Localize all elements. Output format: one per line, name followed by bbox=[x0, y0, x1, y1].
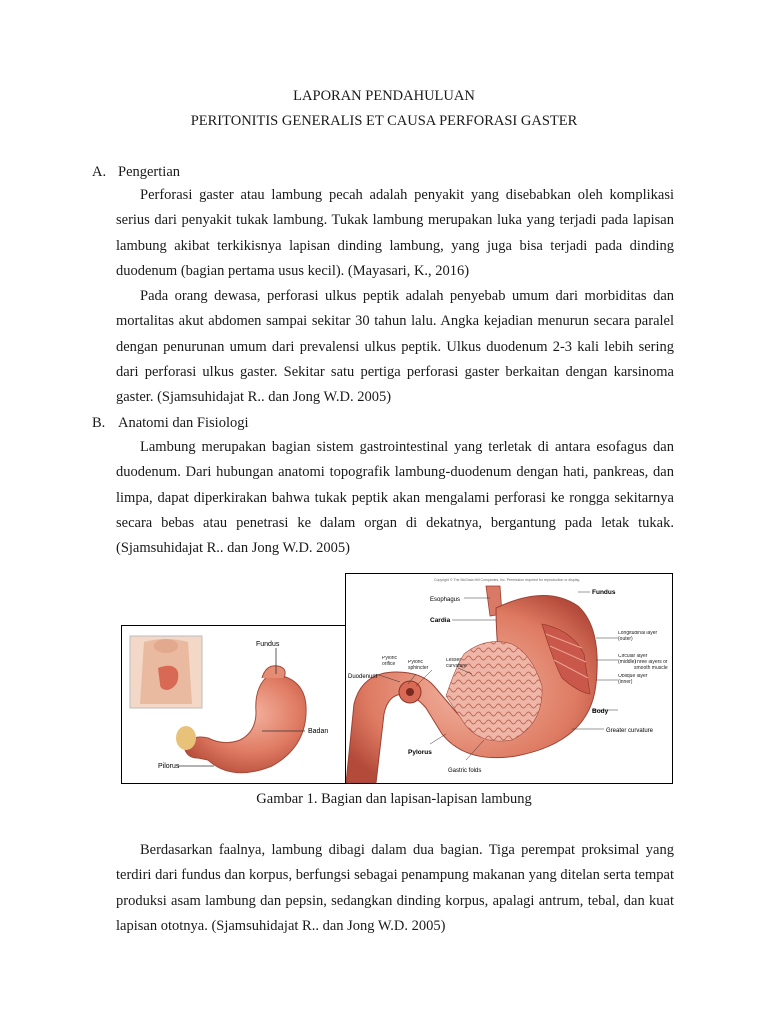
label-body: Body bbox=[592, 708, 609, 715]
pyloric-orifice-hole bbox=[406, 688, 414, 696]
torso-neck bbox=[154, 639, 178, 653]
figure-caption: Gambar 1. Bagian dan lapisan-lapisan lambung bbox=[256, 791, 532, 807]
section-a-body bbox=[116, 183, 674, 411]
label-pyloric-sphincter: Pyloric sphincter bbox=[408, 660, 429, 671]
label-longitudinal: Longitudinal layer (outer) bbox=[618, 631, 658, 642]
label-duodenum: Duodenum bbox=[348, 674, 378, 680]
label-gastric-folds: Gastric folds bbox=[448, 768, 482, 774]
label-pyloric-orifice: Pyloric orifice bbox=[382, 656, 398, 667]
section-a-heading bbox=[92, 164, 180, 181]
title-line-1: LAPORAN PENDAHULUAN bbox=[293, 88, 475, 104]
section-a-paragraph-1: Perforasi gaster atau lambung pecah adalah penyakit yang disebabkan oleh komplikasi serius dari penyakit tukak lambung. Tukak lambung merupakan luka yang terjadi pada lapisan lambung akibat terkikisnya lapisan dinding lambung, yang juga bisa terjadi pada dinding duodenum (bagian pertama usus kecil). (Mayasari, K., 2016) bbox=[116, 187, 674, 279]
label-lesser-curvature: Lesser curvature bbox=[446, 658, 467, 669]
section-b-body bbox=[116, 435, 674, 561]
stomach-drawing-right bbox=[346, 574, 672, 783]
label-pilorus: Pilorus bbox=[158, 763, 180, 770]
closing-body bbox=[116, 838, 674, 939]
section-b-paragraph-1: Lambung merupakan bagian sistem gastrointestinal yang terletak di antara esofagus dan duodenum. Dari hubungan anatomi topografik lambung-duodenum dengan hati, pankreas, dan limpa, dapat diperkirakan bahwa tukak peptik akan mengalami perforasi ke rongga sekitarnya secara bebas atau penetrasi ke dalam organ di dekatnya, bergantung pada letak tukak. (Sjamsuhidajat R.. dan Jong W.D. 2005) bbox=[116, 439, 674, 557]
section-a-letter: A. bbox=[92, 164, 107, 180]
label-badan: Badan bbox=[308, 728, 329, 735]
section-b-title: Anatomi dan Fisiologi bbox=[118, 415, 249, 431]
section-a-title: Pengertian bbox=[118, 164, 181, 180]
label-fundus: Fundus bbox=[256, 641, 280, 648]
label-fundus-right: Fundus bbox=[592, 589, 616, 596]
esophagus-stub bbox=[262, 666, 285, 678]
stomach-illustration-left bbox=[121, 625, 346, 784]
label-esophagus: Esophagus bbox=[430, 597, 461, 603]
section-a-paragraph-2: Pada orang dewasa, perforasi ulkus peptik adalah penyebab umum dari morbiditas dan mortalitas akut abdomen sampai sekitar 30 tahun lalu. Angka kejadian menurun secara paralel dengan penurunan umum dari prevalensi ulkus peptik. Ulkus duodenum 2-3 kali lebih sering dari perforasi ulkus gaster. Sekitar satu pertiga perforasi gaster berkaitan dengan karsinoma gaster. (Sjamsuhidajat R.. dan Jong W.D. 2005) bbox=[116, 288, 674, 406]
label-greater-curvature: Greater curvature bbox=[606, 728, 654, 734]
label-pylorus: Pylorus bbox=[408, 749, 432, 756]
label-oblique: Oblique layer (inner) bbox=[618, 674, 648, 685]
label-three-layers: Three layers of smooth muscle bbox=[634, 660, 668, 671]
label-cardia: Cardia bbox=[430, 617, 451, 624]
title-line-2: PERITONITIS GENERALIS ET CAUSA PERFORASI GASTER bbox=[190, 113, 578, 129]
closing-paragraph-1: Berdasarkan faalnya, lambung dibagi dalam dua bagian. Tiga perempat proksimal yang terdiri dari fundus dan korpus, berfungsi sebagai penampung makanan yang ditelan serta tempat produksi asam lambung dan pepsin, sedangkan dinding korpus, apalagi antrum, tebal, dan kuat lapisan ototnya. (Sjamsuhidajat R.. dan Jong W.D. 2005) bbox=[116, 842, 674, 934]
section-b-heading bbox=[92, 415, 249, 432]
section-b-letter: B. bbox=[92, 415, 106, 431]
label-circular: Circular layer (middle) bbox=[618, 654, 648, 665]
stomach-anatomy-right bbox=[345, 573, 673, 784]
copyright-note: Copyright © The McGraw-Hill Companies, Inc. Permission required for reproduction or display. bbox=[434, 578, 581, 582]
stomach-drawing-left bbox=[122, 626, 345, 783]
pylorus-fat bbox=[176, 726, 196, 750]
